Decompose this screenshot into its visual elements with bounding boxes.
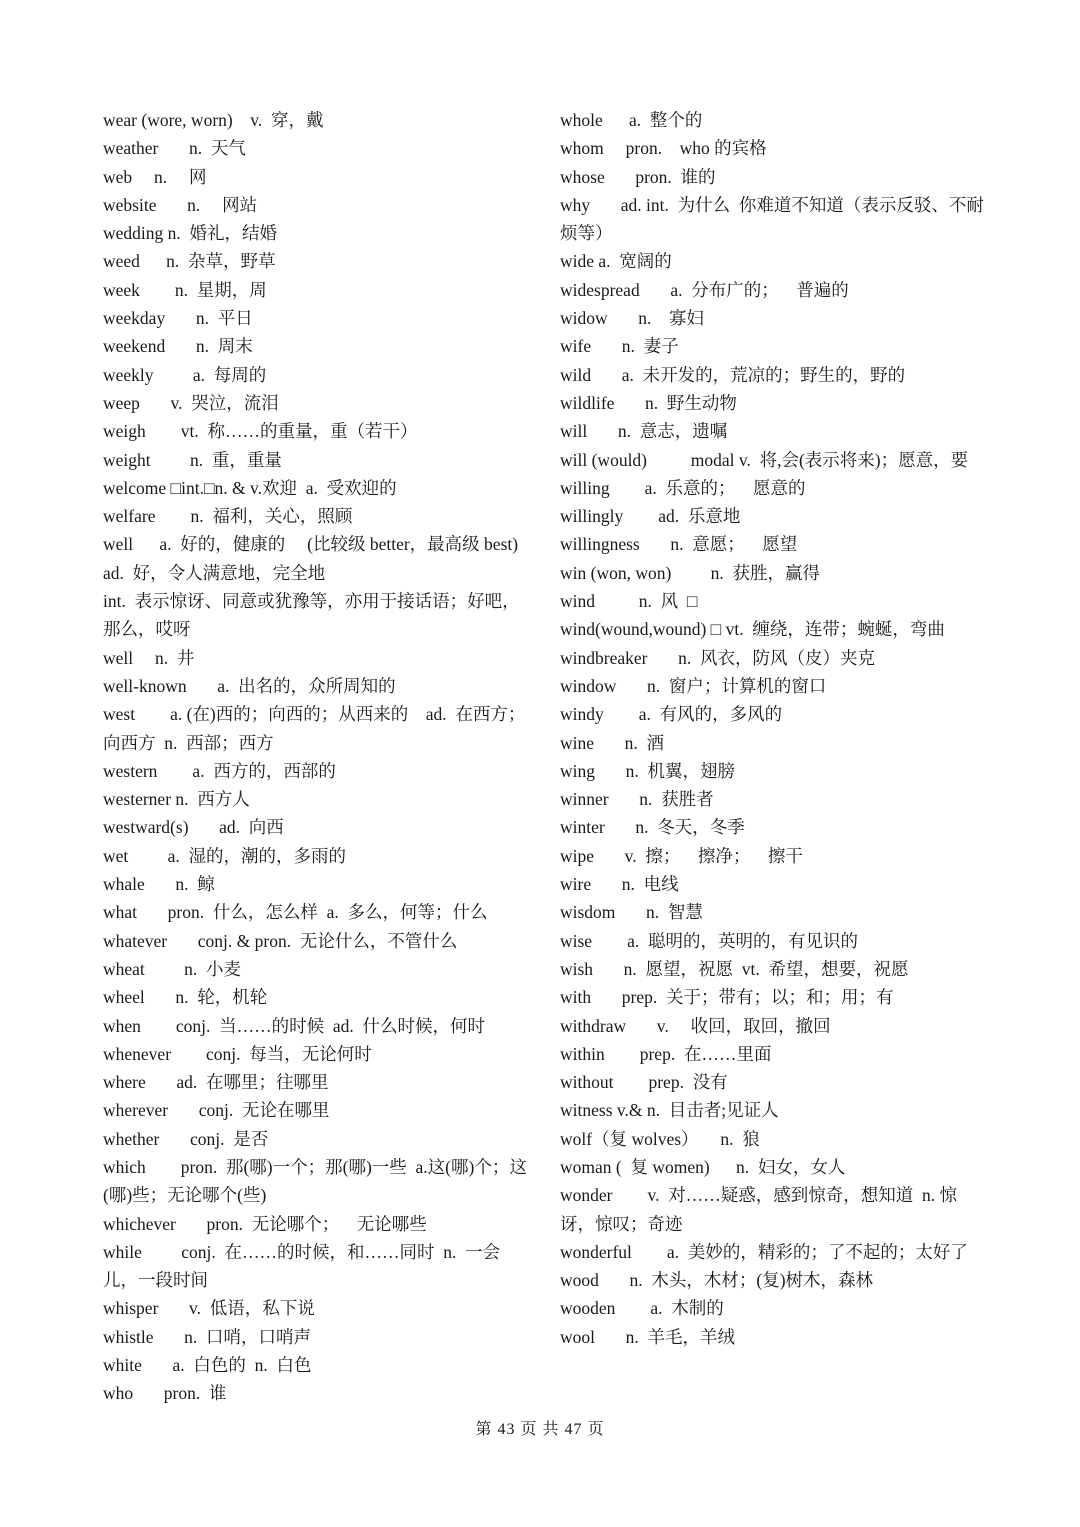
vocab-entry: whom pron. who 的宾格 — [560, 138, 767, 159]
vocab-entry: widespread a. 分布广的； 普遍的 — [560, 279, 849, 300]
vocab-entry: whose pron. 谁的 — [560, 166, 716, 187]
vocab-entry: woman ( 复 women) n. 妇女，女人 — [560, 1156, 846, 1177]
vocab-entry: weigh vt. 称……的重量，重（若干） — [103, 421, 418, 442]
vocab-entry: wish n. 愿望，祝愿 vt. 希望，想要，祝愿 — [560, 958, 909, 979]
vocab-entry: will n. 意志，遗嘱 — [560, 421, 728, 442]
vocab-entry: when conj. 当……的时候 ad. 什么时候，何时 — [103, 1015, 486, 1036]
vocab-entry: week n. 星期，周 — [103, 279, 267, 300]
vocab-entry: why ad. int. 为什么 你难道不知道（表示反驳、不耐烦等） — [560, 194, 984, 244]
vocab-entry: wear (wore, worn) v. 穿，戴 — [103, 110, 324, 130]
vocab-entry: well n. 井 — [103, 647, 195, 668]
vocab-entry: widow n. 寡妇 — [560, 308, 704, 329]
vocab-entry: whenever conj. 每当，无论何时 — [103, 1043, 372, 1064]
vocab-entry: whisper v. 低语，私下说 — [103, 1298, 315, 1319]
vocab-entry: willing a. 乐意的； 愿意的 — [560, 477, 806, 498]
vocab-entry: website n. 网站 — [103, 194, 258, 215]
vocab-entry: without prep. 没有 — [560, 1072, 728, 1093]
vocab-entry: web n. 网 — [103, 166, 207, 187]
vocab-entry: well-known a. 出名的，众所周知的 — [103, 675, 396, 696]
vocab-entry: welcome □int.□n. & v.欢迎 a. 受欢迎的 — [103, 477, 397, 498]
vocab-entry: winner n. 获胜者 — [560, 789, 714, 810]
vocab-entry: weed n. 杂草，野草 — [103, 251, 276, 272]
page-footer: 第 43 页 共 47 页 — [475, 1421, 605, 1438]
vocab-entry: wooden a. 木制的 — [560, 1298, 724, 1319]
vocab-entry: whale n. 鲸 — [103, 874, 215, 895]
vocab-entry: westward(s) ad. 向西 — [103, 817, 284, 838]
vocab-entry: who pron. 谁 — [103, 1383, 227, 1404]
vocab-entry: wheel n. 轮，机轮 — [103, 987, 268, 1008]
vocab-entry: whether conj. 是否 — [103, 1128, 269, 1149]
vocab-entry: windbreaker n. 风衣，防风（皮）夹克 — [560, 647, 875, 668]
vocab-entry: what pron. 什么，怎么样 a. 多么，何等；什么 — [103, 902, 488, 923]
vocab-entry: wild a. 未开发的，荒凉的；野生的，野的 — [560, 364, 906, 385]
right-column — [560, 106, 985, 1351]
vocab-entry: wool n. 羊毛，羊绒 — [560, 1326, 735, 1347]
vocab-entry: where ad. 在哪里；往哪里 — [103, 1072, 329, 1093]
left-column — [103, 106, 536, 1408]
vocab-entry: wonder v. 对……疑惑，感到惊奇，想知道 n. 惊讶，惊叹；奇迹 — [560, 1185, 957, 1234]
vocab-entry: wise a. 聪明的，英明的，有见识的 — [560, 930, 858, 951]
vocab-entry: western a. 西方的，西部的 — [103, 760, 336, 781]
vocab-entry: wood n. 木头，木材；(复)树木，森林 — [560, 1270, 874, 1291]
vocab-entry: wind n. 风 □ — [560, 591, 698, 612]
vocab-entry: weather n. 天气 — [103, 138, 246, 159]
vocab-entry: willingness n. 意愿； 愿望 — [560, 534, 798, 555]
vocab-entry: westerner n. 西方人 — [103, 789, 250, 810]
vocab-entry: within prep. 在……里面 — [560, 1043, 772, 1064]
vocab-entry: whichever pron. 无论哪个； 无论哪些 — [103, 1213, 427, 1234]
vocab-entry: willingly ad. 乐意地 — [560, 506, 741, 527]
vocab-entry: welfare n. 福利，关心，照顾 — [103, 506, 353, 527]
vocab-entry: wine n. 酒 — [560, 732, 665, 753]
vocab-entry: well a. 好的，健康的 (比较级 better，最高级 best) ad. 好，令人满意地，完全地 — [103, 534, 536, 583]
vocab-entry: witness v.& n. 目击者;见证人 — [560, 1100, 779, 1121]
vocab-entry: int. 表示惊讶、同意或犹豫等，亦用于接话语；好吧，那么，哎呀 — [103, 591, 520, 640]
vocab-entry: window n. 窗户；计算机的窗口 — [560, 675, 827, 696]
vocab-entry: wind(wound,wound) □ vt. 缠绕，连带；蜿蜒，弯曲 — [560, 619, 945, 640]
vocab-entry: weekly a. 每周的 — [103, 364, 267, 385]
vocab-entry: wide a. 宽阔的 — [560, 251, 672, 272]
vocab-entry: wedding n. 婚礼，结婚 — [103, 223, 278, 244]
vocab-entry: wherever conj. 无论在哪里 — [103, 1100, 330, 1121]
vocab-entry: winter n. 冬天，冬季 — [560, 817, 745, 838]
vocab-entry: wonderful a. 美妙的，精彩的；了不起的；太好了 — [560, 1241, 968, 1262]
vocab-entry: which pron. 那(哪)一个；那(哪)一些 a.这(哪)个；这(哪)些；无论哪个(些) — [103, 1156, 527, 1206]
vocab-entry: wildlife n. 野生动物 — [560, 392, 737, 413]
vocab-entry: withdraw v. 收回，取回，撤回 — [560, 1015, 831, 1036]
vocab-entry: wheat n. 小麦 — [103, 958, 242, 979]
vocab-entry: win (won, won) n. 获胜，赢得 — [560, 562, 821, 583]
vocab-entry: wing n. 机翼，翅膀 — [560, 760, 735, 781]
vocab-entry: weep v. 哭泣，流泪 — [103, 392, 279, 413]
vocab-entry: wipe v. 擦； 擦净； 擦干 — [560, 845, 803, 866]
vocab-entry: wire n. 电线 — [560, 874, 679, 895]
vocab-entry: while conj. 在……的时候，和……同时 n. 一会儿，一段时间 — [103, 1241, 501, 1291]
vocab-entry: whatever conj. & pron. 无论什么，不管什么 — [103, 930, 458, 951]
vocab-entry: with prep. 关于；带有；以；和；用；有 — [560, 987, 894, 1008]
vocab-entry: white a. 白色的 n. 白色 — [103, 1355, 312, 1376]
vocab-entry: wisdom n. 智慧 — [560, 902, 703, 923]
vocab-entry: whistle n. 口哨，口哨声 — [103, 1326, 312, 1347]
vocab-entry: wet a. 湿的，潮的，多雨的 — [103, 845, 347, 866]
vocab-entry: wolf（复 wolves） n. 狼 — [560, 1128, 760, 1149]
vocab-entry: will (would) modal v. 将,会(表示将来)；愿意，要 — [560, 449, 969, 470]
vocab-entry: wife n. 妻子 — [560, 336, 679, 357]
vocab-entry: west a. (在)西的；向西的；从西来的 ad. 在西方；向西方 n. 西部；西方 — [103, 704, 526, 753]
vocab-entry: weight n. 重，重量 — [103, 449, 282, 470]
vocab-entry: weekend n. 周末 — [103, 336, 253, 357]
vocab-entry: weekday n. 平日 — [103, 308, 253, 329]
vocab-entry: windy a. 有风的，多风的 — [560, 704, 783, 725]
vocab-entry: whole a. 整个的 — [560, 110, 703, 130]
